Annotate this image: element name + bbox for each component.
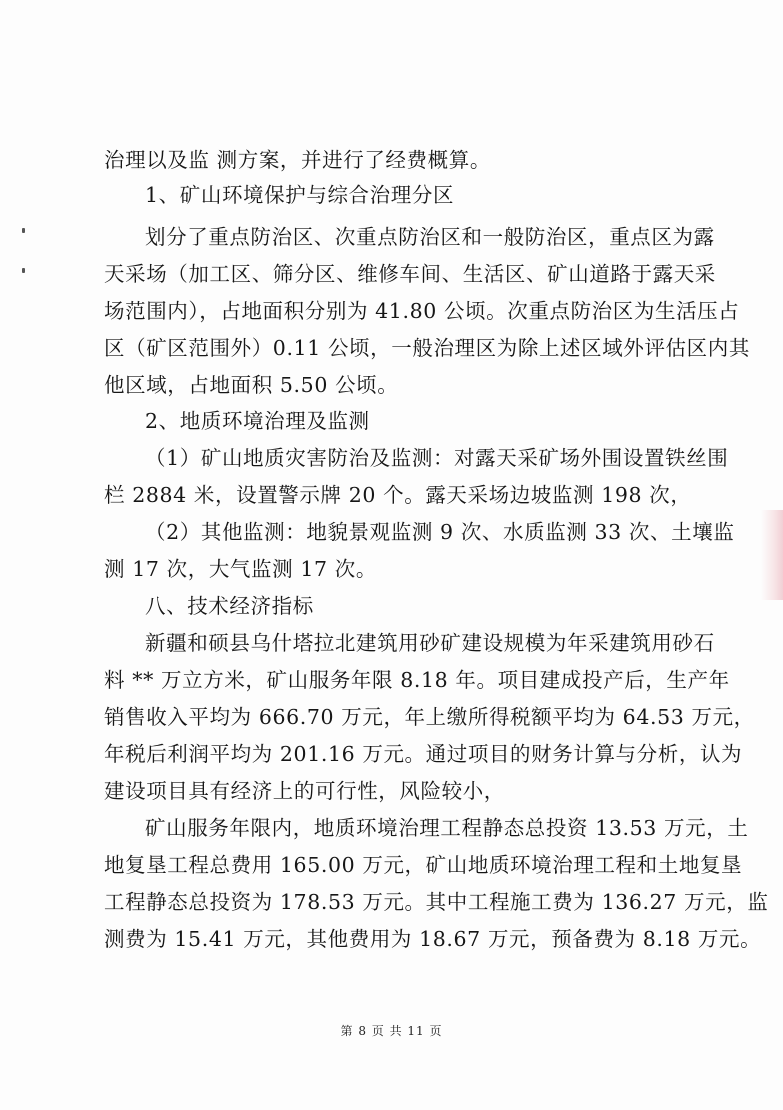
scan-mark	[22, 228, 25, 233]
paragraph-line: 测费为 15.41 万元，其他费用为 18.67 万元，预备费为 8.18 万元。	[104, 927, 762, 951]
paragraph-line: 场范围内），占地面积分别为 41.80 公顷。次重点防治区为生活压占	[104, 299, 740, 323]
section-heading: 八、技术经济指标	[145, 594, 314, 618]
paragraph-line: （1）矿山地质灾害防治及监测：对露天采矿场外围设置铁丝围	[145, 446, 729, 470]
paragraph-line: 天采场（加工区、筛分区、维修车间、生活区、矿山道路于露天采	[104, 262, 716, 286]
paragraph-line: 他区域，占地面积 5.50 公顷。	[104, 373, 399, 397]
paragraph-line: 工程静态总投资为 178.53 万元。其中工程施工费为 136.27 万元，监	[104, 890, 769, 914]
paragraph-line: 治理以及监 测方案，并进行了经费概算。	[104, 148, 491, 172]
section-heading: 2、地质环境治理及监测	[145, 409, 370, 433]
paragraph-line: 年税后利润平均为 201.16 万元。通过项目的财务计算与分析，认为	[104, 742, 743, 766]
paragraph-line: （2）其他监测：地貌景观监测 9 次、水质监测 33 次、土壤监	[145, 520, 735, 544]
paragraph-line: 建设项目具有经济上的可行性，风险较小，	[104, 779, 505, 803]
paragraph-line: 料 ** 万立方米，矿山服务年限 8.18 年。项目建成投产后，生产年	[104, 668, 730, 692]
paragraph-line: 划分了重点防治区、次重点防治区和一般防治区，重点区为露	[145, 225, 715, 249]
section-heading: 1、矿山环境保护与综合治理分区	[145, 183, 455, 207]
scan-mark	[22, 268, 25, 273]
paragraph-line: 区（矿区范围外）0.11 公顷，一般治理区为除上述区域外评估区内其	[104, 336, 750, 360]
paragraph-line: 销售收入平均为 666.70 万元，年上缴所得税额平均为 64.53 万元，	[104, 705, 755, 729]
paragraph-line: 新疆和硕县乌什塔拉北建筑用砂矿建设规模为年采建筑用砂石	[145, 631, 715, 655]
paragraph-line: 地复垦工程总费用 165.00 万元，矿山地质环境治理工程和土地复垦	[104, 853, 743, 877]
seal-edge	[761, 510, 783, 600]
paragraph-line: 测 17 次，大气监测 17 次。	[104, 557, 377, 581]
paragraph-line: 矿山服务年限内，地质环境治理工程静态总投资 13.53 万元，土	[145, 816, 749, 840]
paragraph-line: 栏 2884 米，设置警示牌 20 个。露天采场边坡监测 198 次，	[104, 483, 692, 507]
page-number: 第 8 页 共 11 页	[340, 1024, 443, 1038]
